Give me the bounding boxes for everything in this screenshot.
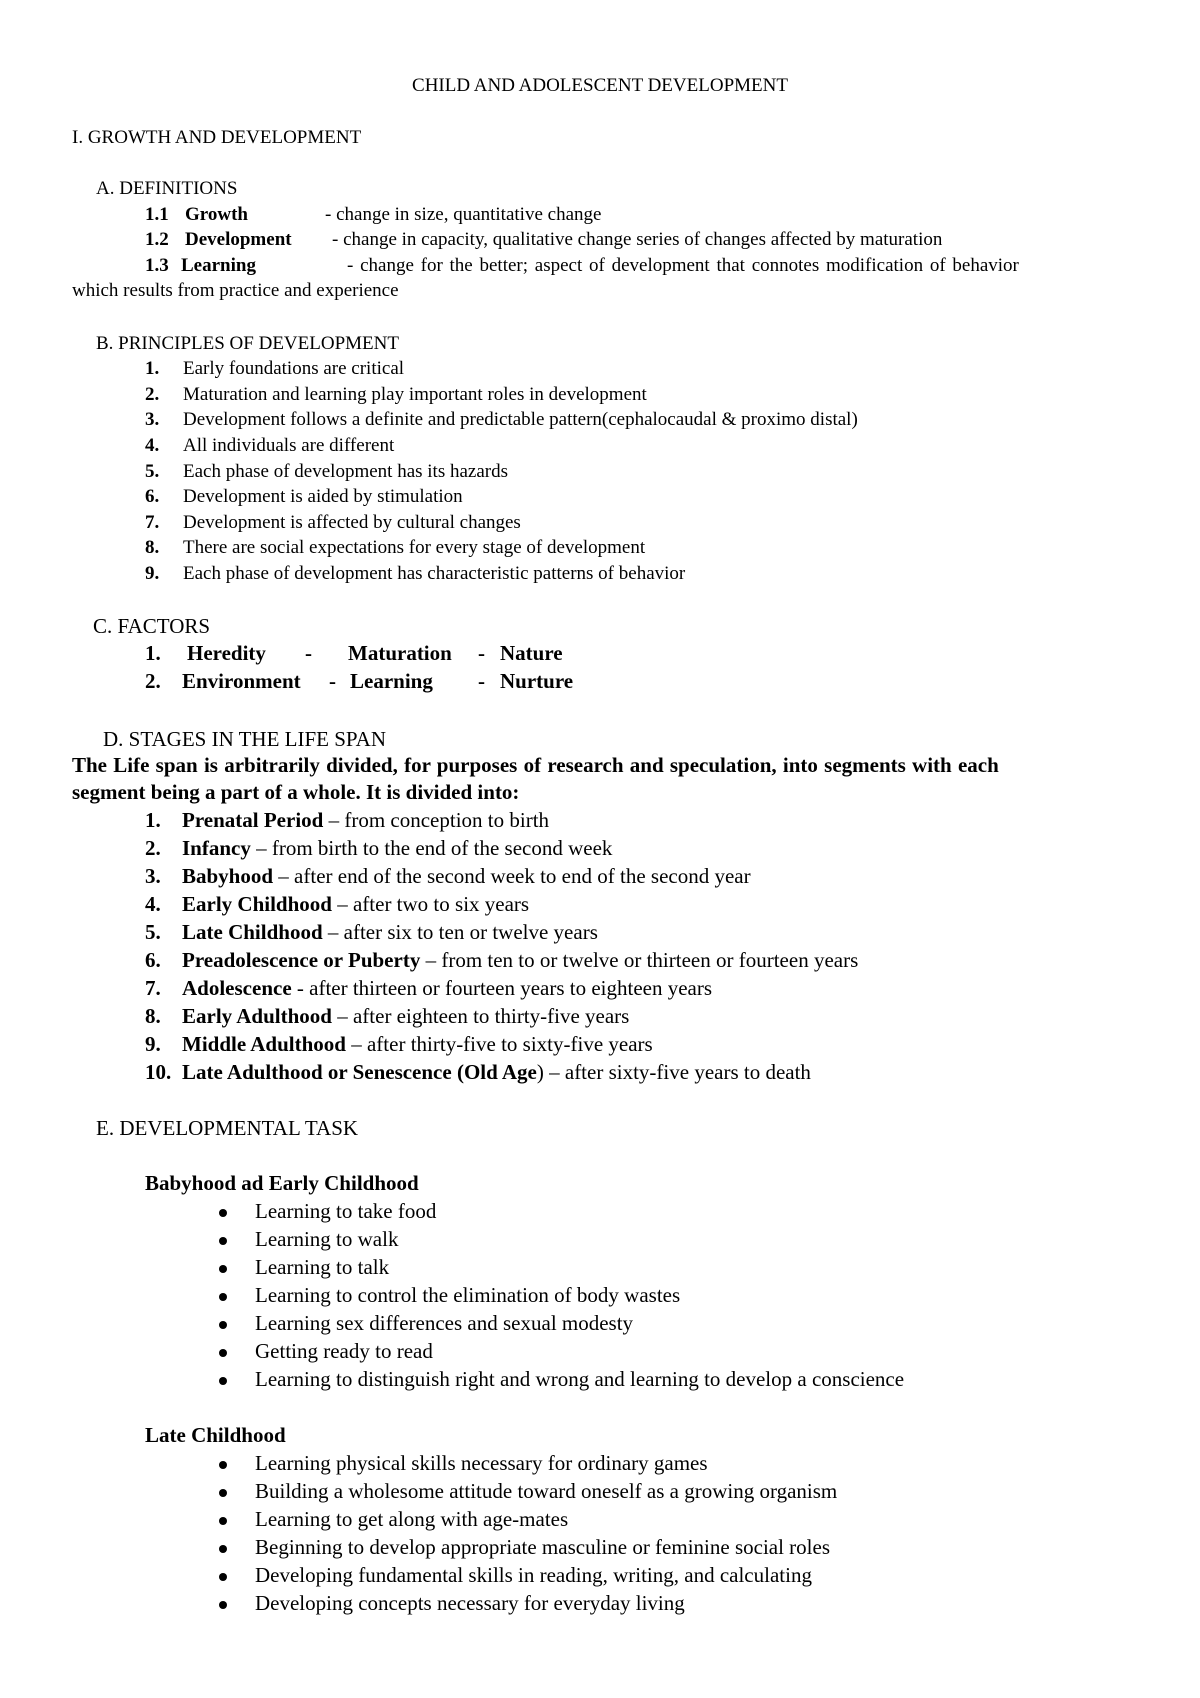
bullet-icon [219,1237,227,1245]
factor-dash: - [305,641,312,665]
list-number: 6. [145,486,160,507]
task-item: Learning physical skills necessary for ordinary games [255,1451,708,1475]
stage-desc: – after two to six years [331,892,530,916]
definition-text: - change in size, quantitative change [325,204,602,225]
subheading-developmental-task: E. DEVELOPMENTAL TASK [96,1116,359,1140]
stage-desc: ) – after sixty-five years to death [536,1060,811,1084]
bullet-icon [219,1209,227,1217]
task-group-title: Babyhood ad Early Childhood [145,1171,419,1195]
subheading-definitions: A. DEFINITIONS [96,178,238,199]
task-item: Learning to walk [255,1227,399,1251]
stage-term: Infancy [182,836,251,860]
list-number: 3. [145,409,160,430]
stage-term: Babyhood [182,864,274,888]
task-item: Learning to control the elimination of body wastes [255,1283,681,1307]
factor-dash: - [329,669,336,693]
definition-term: Development [185,229,292,250]
stage-item [182,866,751,887]
list-number: 9. [145,563,160,584]
bullet-icon [219,1321,227,1329]
task-item: Building a wholesome attitude toward oneself as a growing organism [255,1479,838,1503]
definition-text-continued: which results from practice and experience [72,280,399,301]
stage-item [182,838,612,859]
task-item: Developing concepts necessary for everyday living [255,1591,685,1615]
stage-term: Adolescence [182,976,292,1000]
stage-desc: – after eighteen to thirty-five years [331,1004,630,1028]
list-number: 8. [145,537,160,558]
list-item: Each phase of development has characteristic patterns of behavior [183,563,686,584]
stage-term: Prenatal Period [182,808,324,832]
subheading-factors: C. FACTORS [93,614,211,638]
list-number: 4. [145,435,160,456]
task-item: Learning to talk [255,1255,390,1279]
definition-number: 1.3 [145,255,169,276]
stage-desc: – after thirty-five to sixty-five years [345,1032,653,1056]
bullet-icon [219,1601,227,1609]
definition-number: 1.2 [145,229,169,250]
list-item: Development follows a definite and predictable pattern(cephalocaudal & proximo distal) [183,409,858,430]
bullet-icon [219,1265,227,1273]
stage-item [182,978,712,999]
task-item: Beginning to develop appropriate masculine or feminine social roles [255,1535,830,1559]
bullet-icon [219,1461,227,1469]
stage-desc: – from conception to birth [323,808,550,832]
stage-desc: – after end of the second week to end of the second year [273,864,751,888]
list-number: 2. [145,384,160,405]
factor-number: 1. [145,641,161,665]
stage-number: 4. [145,892,161,916]
stages-intro-line1: The Life span is arbitrarily divided, for purposes of research and speculation, into segments with each [72,753,999,777]
task-item: Learning to distinguish right and wrong and learning to develop a conscience [255,1367,905,1391]
list-item: Maturation and learning play important roles in development [183,384,647,405]
list-number: 5. [145,461,160,482]
definition-text: - change for the better; aspect of development that connotes modification of behavior [347,255,1019,276]
task-item: Developing fundamental skills in reading, writing, and calculating [255,1563,812,1587]
stage-number: 5. [145,920,161,944]
task-item: Learning to get along with age-mates [255,1507,569,1531]
stage-item [182,922,598,943]
bullet-icon [219,1349,227,1357]
bullet-icon [219,1293,227,1301]
stage-item [182,950,858,971]
stage-number: 10. [145,1060,172,1084]
factor-maturation: Maturation [348,641,452,665]
stage-number: 3. [145,864,161,888]
stage-term: Late Childhood [182,920,323,944]
subheading-principles: B. PRINCIPLES OF DEVELOPMENT [96,333,399,354]
task-item: Learning to take food [255,1199,437,1223]
task-item: Learning sex differences and sexual modesty [255,1311,634,1335]
stage-item [182,810,549,831]
subheading-stages: D. STAGES IN THE LIFE SPAN [103,727,387,751]
bullet-icon [219,1489,227,1497]
definition-term: Learning [181,255,256,276]
factor-number: 2. [145,669,161,693]
factor-environment: Environment [182,669,301,693]
list-number: 1. [145,358,160,379]
task-group-title: Late Childhood [145,1423,286,1447]
stage-number: 9. [145,1032,161,1056]
list-item: All individuals are different [183,435,395,456]
stage-item [182,894,529,915]
stage-number: 2. [145,836,161,860]
list-item: Early foundations are critical [183,358,405,379]
factor-heredity: Heredity [187,641,266,665]
stage-term: Early Childhood [182,892,332,916]
factor-nature: Nature [500,641,563,665]
list-item: Development is aided by stimulation [183,486,463,507]
factor-dash: - [478,669,485,693]
stage-term: Late Adulthood or Senescence (Old Age [182,1060,537,1084]
list-item: Development is affected by cultural changes [183,512,521,533]
stage-term: Preadolescence or Puberty [182,948,421,972]
stage-desc: – after six to ten or twelve years [322,920,598,944]
list-item: Each phase of development has its hazards [183,461,508,482]
bullet-icon [219,1573,227,1581]
stage-number: 8. [145,1004,161,1028]
stage-desc: – from ten to or twelve or thirteen or fourteen years [420,948,859,972]
factor-learning: Learning [350,669,433,693]
stage-item [182,1034,653,1055]
stage-item [182,1006,629,1027]
section-heading-growth: I. GROWTH AND DEVELOPMENT [72,127,362,148]
stage-term: Middle Adulthood [182,1032,346,1056]
factor-nurture: Nurture [500,669,574,693]
task-item: Getting ready to read [255,1339,433,1363]
bullet-icon [219,1377,227,1385]
definition-number: 1.1 [145,204,169,225]
stage-number: 1. [145,808,161,832]
stage-item [182,1062,811,1083]
bullet-icon [219,1545,227,1553]
bullet-icon [219,1517,227,1525]
stage-desc: - after thirteen or fourteen years to eighteen years [291,976,713,1000]
stage-desc: – from birth to the end of the second week [250,836,613,860]
stage-number: 6. [145,948,161,972]
factor-dash: - [478,641,485,665]
stages-intro-line2: segment being a part of a whole. It is divided into: [72,780,520,804]
list-number: 7. [145,512,160,533]
list-item: There are social expectations for every stage of development [183,537,646,558]
stage-number: 7. [145,976,161,1000]
definition-term: Growth [185,204,248,225]
page-title: CHILD AND ADOLESCENT DEVELOPMENT [412,75,788,96]
definition-text: - change in capacity, qualitative change series of changes affected by maturation [332,229,943,250]
stage-term: Early Adulthood [182,1004,332,1028]
